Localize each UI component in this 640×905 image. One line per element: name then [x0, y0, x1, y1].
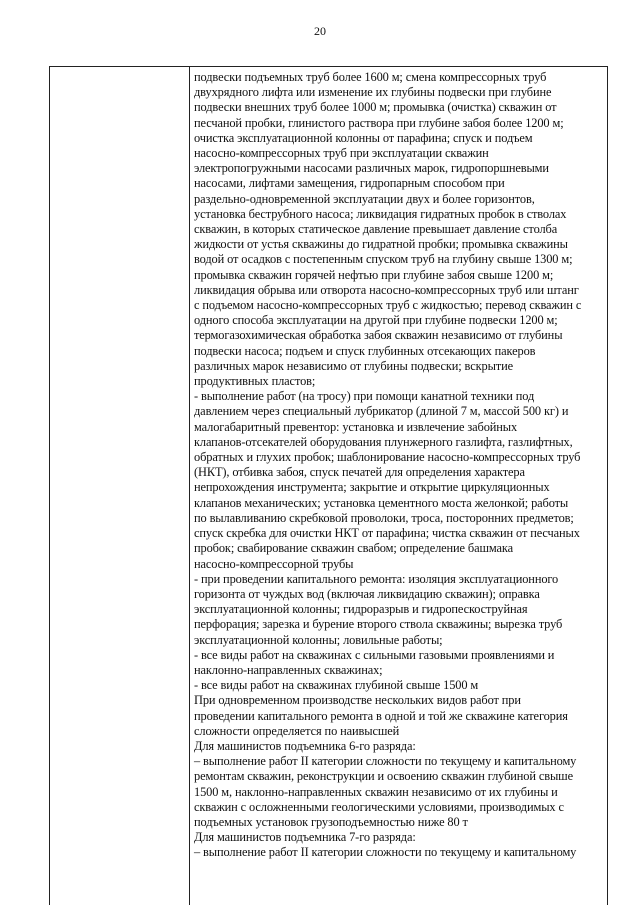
text-line: насосно-компрессорной трубы [194, 556, 354, 571]
text-line: водой от осадков с постепенным спуском труб на глубину свыше 1300 м; [194, 252, 573, 267]
text-line: жидкости от устья скважины до гидратной пробки; промывка скважины [194, 237, 568, 252]
text-line: обратных и глухих пробок; шаблонирование насосно-компрессорных труб [194, 450, 581, 465]
text-line: клапанов-отсекателей оборудования плунжерного газлифта, газлифтных, [194, 434, 573, 449]
text-line: очистка эксплуатационной колонны от парафина; спуск и подъем [194, 130, 533, 145]
text-line: продуктивных пластов; [194, 374, 316, 389]
text-line: установка беструбного насоса; ликвидация гидратных пробок в стволах [194, 206, 567, 221]
text-line: скважин, в которых статическое давление превышает давление столба [194, 222, 558, 237]
page-number: 20 [314, 24, 326, 38]
text-line: по вылавливанию скребковой проволоки, троса, посторонних предметов; [194, 510, 574, 525]
text-line: непрохождения инструмента; закрытие и открытие циркуляционных [194, 480, 550, 495]
text-line: клапанов механических; установка цементного моста желонкой; работы [194, 495, 569, 510]
content-table [49, 66, 608, 905]
text-line: давлением через специальный лубрикатор (длиной 7 м, массой 500 кг) и [194, 404, 569, 419]
text-line: перфорация; зарезка и бурение второго ствола скважины; вырезка труб [194, 617, 563, 632]
text-line: подвески насоса; подъем и спуск глубинных отсекающих пакеров [194, 343, 536, 358]
table-right-column [190, 67, 607, 905]
text-line: с подъемом насосно-компрессорных труб с жидкостью; перевод скважин с [194, 298, 582, 313]
text-line: электропогружными насосами различных марок, гидропоршневыми [194, 161, 549, 176]
text-line: двухрядного лифта или изменение их глубины подвески при глубине [194, 85, 552, 100]
text-line: подъемных установок грузоподъемностью ниже 80 т [194, 814, 468, 829]
text-line: насосно-компрессорных труб при эксплуатации скважин [194, 146, 489, 161]
text-line: - все виды работ на скважинах глубиной свыше 1500 м [194, 678, 479, 693]
text-line: раздельно-одновременной эксплуатации двух и более горизонтов, [194, 191, 535, 206]
text-line: подвески внешних труб более 1000 м; промывка (очистка) скважин от [194, 100, 557, 115]
text-line: - при проведении капитального ремонта: изоляция эксплуатационного [194, 571, 559, 586]
table-left-column [50, 67, 190, 905]
text-line: пробок; свабирование скважин свабом; определение башмака [194, 541, 514, 556]
text-line: (НКТ), отбивка забоя, спуск печатей для определения характера [194, 465, 525, 480]
text-line: различных марок независимо от глубины подвески; вскрытие [194, 358, 513, 373]
text-line: Для машинистов подъемника 7-го разряда: [194, 830, 416, 845]
text-line: - все виды работ на скважинах с сильными газовыми проявлениями и [194, 647, 555, 662]
text-line: ликвидация обрыва или отворота насосно-компрессорных труб или штанг [194, 282, 579, 297]
text-line: проведении капитального ремонта в одной и той же скважине категория [194, 708, 568, 723]
text-line: – выполнение работ II категории сложности по текущему и капитальному [194, 754, 577, 769]
text-line: промывка скважин горячей нефтью при глубине забоя свыше 1200 м; [194, 267, 554, 282]
text-line: Для машинистов подъемника 6-го разряда: [194, 738, 416, 753]
text-line: эксплуатационной колонны; ловильные работы; [194, 632, 443, 647]
text-line: наклонно-направленных скважинах; [194, 662, 383, 677]
text-line: - выполнение работ (на тросу) при помощи канатной техники под [194, 389, 535, 404]
text-line: одного способа эксплуатации на другой при глубине подвески 1200 м; [194, 313, 558, 328]
text-line: малогабаритный превентор: установка и извлечение забойных [194, 419, 518, 434]
text-line: ремонтам скважин, реконструкции и освоению скважин глубиной свыше [194, 769, 573, 784]
text-line: – выполнение работ II категории сложности по текущему и капитальному [194, 845, 577, 860]
text-line: термогазохимическая обработка забоя скважин независимо от глубины [194, 328, 563, 343]
text-line: насосами, лифтами замещения, гидропарным способом при [194, 176, 505, 191]
text-line: песчаной пробки, глинистого раствора при глубине забоя более 1200 м; [194, 115, 564, 130]
text-line: подвески подъемных труб более 1600 м; смена компрессорных труб [194, 70, 547, 84]
text-line: спуск скребка для очистки НКТ от парафина; чистка скважин от песчаных [194, 526, 580, 541]
text-line: 1500 м, наклонно-направленных скважин независимо от их глубины и [194, 784, 558, 799]
text-line: горизонта от чуждых вод (включая ликвидацию скважин); оправка [194, 586, 540, 601]
text-line: При одновременном производстве нескольких видов работ при [194, 693, 521, 708]
text-line: сложности определяется по наивысшей [194, 723, 400, 738]
text-line: эксплуатационной колонны; гидроразрыв и гидропескоструйная [194, 602, 528, 617]
text-line: скважин с осложненными геологическими условиями, производимых с [194, 799, 564, 814]
